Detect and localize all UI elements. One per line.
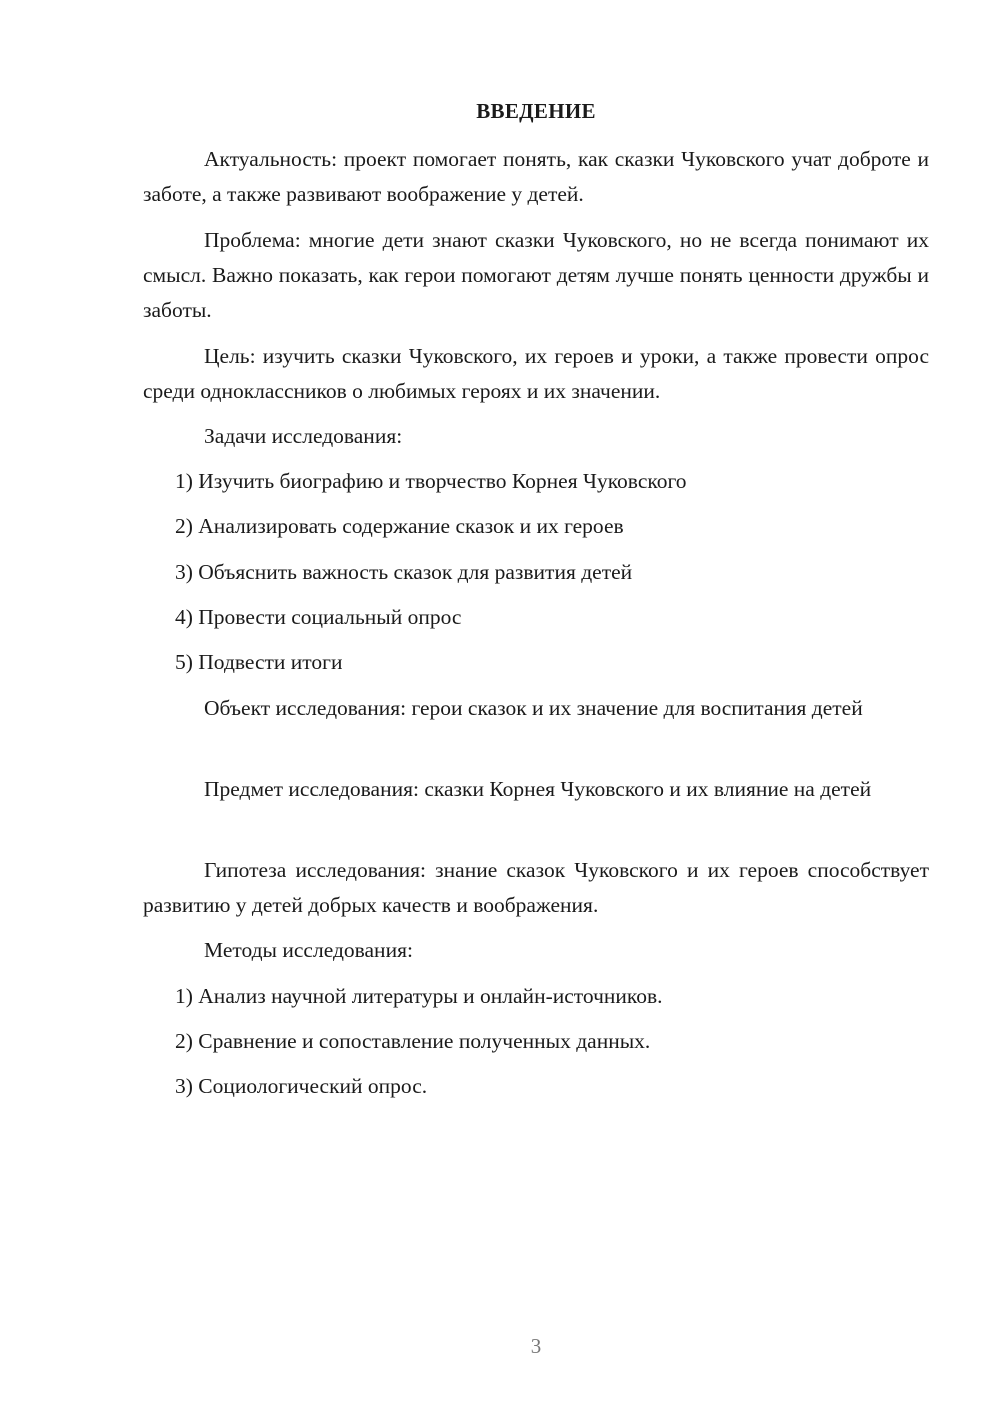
method-item: 1) Анализ научной литературы и онлайн-источников. xyxy=(175,984,663,1008)
goal-paragraph: Цель: изучить сказки Чуковского, их героев и уроки, а также провести опрос среди одноклассников о любимых героях и их значении. xyxy=(143,344,929,403)
problem-paragraph: Проблема: многие дети знают сказки Чуковского, но не всегда понимают их смысл. Важно показать, как герои помогают детям лучше понять ценности дружбы и заботы. xyxy=(143,228,929,322)
tasks-title: Задачи исследования: xyxy=(204,424,403,448)
relevance-paragraph: Актуальность: проект помогает понять, как сказки Чуковского учат доброте и заботе, а также развивают воображение у детей. xyxy=(143,147,929,206)
page-title: ВВЕДЕНИЕ xyxy=(476,99,596,123)
hypothesis-paragraph: Гипотеза исследования: знание сказок Чуковского и их героев способствует развитию у детей добрых качеств и воображения. xyxy=(143,858,929,917)
method-item: 3) Социологический опрос. xyxy=(175,1074,428,1098)
object-paragraph: Объект исследования: герои сказок и их значение для воспитания детей xyxy=(204,696,863,720)
task-item: 2) Анализировать содержание сказок и их героев xyxy=(175,514,624,538)
method-item: 2) Сравнение и сопоставление полученных данных. xyxy=(175,1029,651,1053)
task-item: 5) Подвести итоги xyxy=(175,650,343,674)
task-item: 4) Провести социальный опрос xyxy=(175,605,462,629)
task-item: 3) Объяснить важность сказок для развития детей xyxy=(175,560,633,584)
task-item: 1) Изучить биографию и творчество Корнея Чуковского xyxy=(175,469,687,493)
subject-paragraph: Предмет исследования: сказки Корнея Чуковского и их влияние на детей xyxy=(204,777,872,801)
page-number: 3 xyxy=(530,1334,542,1358)
methods-title: Методы исследования: xyxy=(204,938,413,962)
